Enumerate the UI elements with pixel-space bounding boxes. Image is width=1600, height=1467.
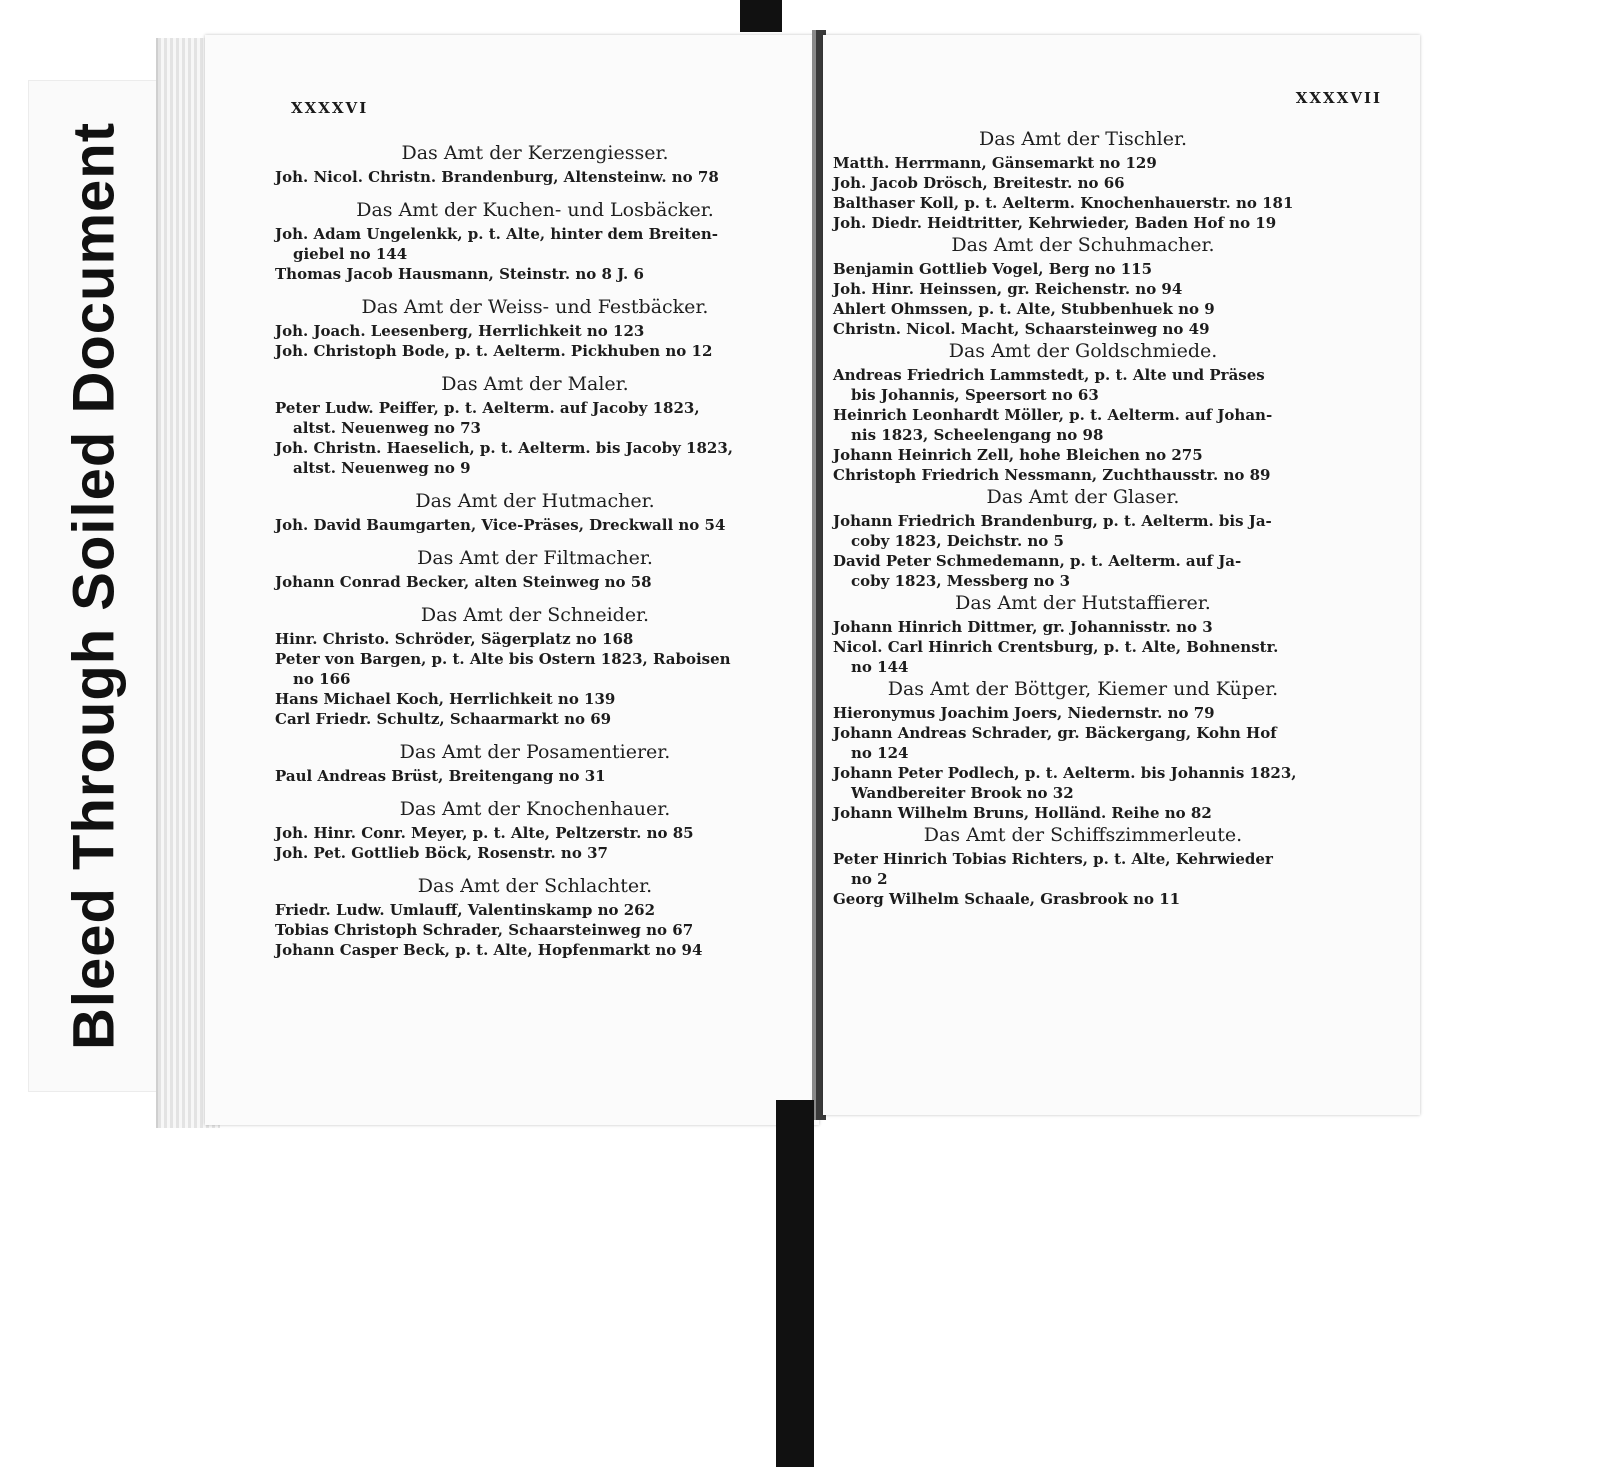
document-tag-label [28,80,160,1092]
member-entry-continuation: no 2 [851,870,888,888]
member-entry: Peter Hinrich Tobias Richters, p. t. Alte, Kehrwieder [833,850,1273,868]
member-entry: Balthaser Koll, p. t. Aelterm. Knochenhauerstr. no 181 [833,194,1294,212]
guild-heading: Das Amt der Maler. [441,373,629,395]
binding-strap-bottom [776,1100,814,1467]
member-entry: Friedr. Ludw. Umlauff, Valentinskamp no 262 [275,901,656,919]
member-entry: Joh. Hinr. Heinssen, gr. Reichenstr. no 94 [833,280,1183,298]
member-entry: Matth. Herrmann, Gänsemarkt no 129 [833,154,1157,172]
guild-section [275,740,795,786]
guild-section [275,141,795,187]
member-entry: Carl Friedr. Schultz, Schaarmarkt no 69 [275,710,612,728]
member-entry-continuation: nis 1823, Scheelengang no 98 [851,426,1104,444]
member-entry-continuation: no 144 [851,658,909,676]
member-entry: Georg Wilhelm Schaale, Grasbrook no 11 [833,890,1181,908]
member-entry: Johann Friedrich Brandenburg, p. t. Aelterm. bis Ja- [833,512,1272,530]
guild-section [275,198,795,284]
binding-strap-top [740,0,782,32]
guild-heading: Das Amt der Hutstaffierer. [955,592,1211,614]
guild-section [275,372,795,478]
member-entry: Christoph Friedrich Nessmann, Zuchthausstr. no 89 [833,466,1271,484]
member-entry: Hinr. Christo. Schröder, Sägerplatz no 168 [275,630,634,648]
guild-heading: Das Amt der Hutmacher. [415,490,655,512]
member-entry: Joh. David Baumgarten, Vice-Präses, Dreckwall no 54 [275,516,726,534]
guild-section [275,546,795,592]
guild-heading: Das Amt der Kerzengiesser. [401,142,669,164]
member-entry: Joh. Adam Ungelenkk, p. t. Alte, hinter dem Breiten- [275,225,719,243]
member-entry: Hans Michael Koch, Herrlichkeit no 139 [275,690,616,708]
member-entry-continuation: coby 1823, Messberg no 3 [851,572,1071,590]
member-entry: Benjamin Gottlieb Vogel, Berg no 115 [833,260,1153,278]
right-page-content [833,127,1333,909]
guild-heading: Das Amt der Goldschmiede. [948,340,1218,362]
guild-heading: Das Amt der Schlachter. [417,875,653,897]
guild-section [833,127,1333,233]
member-entry: Andreas Friedrich Lammstedt, p. t. Alte und Präses [833,366,1265,384]
member-entry: Paul Andreas Brüst, Breitengang no 31 [275,767,606,785]
document-tag-text: Bleed Through Soiled Document [61,121,127,1051]
right-page [823,35,1420,1115]
member-entry-continuation: coby 1823, Deichstr. no 5 [851,532,1064,550]
member-entry: Johann Casper Beck, p. t. Alte, Hopfenmarkt no 94 [275,941,703,959]
left-page [205,35,819,1125]
member-entry: David Peter Schmedemann, p. t. Aelterm. auf Ja- [833,552,1242,570]
guild-heading: Das Amt der Glaser. [986,486,1180,508]
member-entry: Joh. Jacob Drösch, Breitestr. no 66 [833,174,1125,192]
guild-section [275,489,795,535]
guild-section [833,823,1333,909]
member-entry: Heinrich Leonhardt Möller, p. t. Aelterm. auf Johan- [833,406,1273,424]
member-entry: Joh. Pet. Gottlieb Böck, Rosenstr. no 37 [275,844,608,862]
member-entry: Joh. Joach. Leesenberg, Herrlichkeit no 123 [275,322,645,340]
guild-heading: Das Amt der Schneider. [420,604,650,626]
guild-heading: Das Amt der Böttger, Kiemer und Küper. [887,678,1279,700]
guild-section [833,339,1333,485]
guild-heading: Das Amt der Knochenhauer. [399,798,671,820]
member-entry: Johann Wilhelm Bruns, Holländ. Reihe no 82 [833,804,1212,822]
guild-heading: Das Amt der Kuchen- und Losbäcker. [356,199,714,221]
member-entry: Peter von Bargen, p. t. Alte bis Ostern 1823, Raboisen [275,650,731,668]
member-entry-continuation: giebel no 144 [293,245,408,263]
member-entry-continuation: altst. Neuenweg no 73 [293,419,481,437]
member-entry-continuation: altst. Neuenweg no 9 [293,459,471,477]
guild-section [833,591,1333,677]
member-entry: Joh. Diedr. Heidtritter, Kehrwieder, Baden Hof no 19 [833,214,1277,232]
right-page-number: XXXXVII [1295,89,1382,107]
member-entry-continuation: Wandbereiter Brook no 32 [851,784,1074,802]
guild-section [275,603,795,729]
member-entry: Nicol. Carl Hinrich Crentsburg, p. t. Alte, Bohnenstr. [833,638,1279,656]
member-entry: Ahlert Ohmssen, p. t. Alte, Stubbenhuek no 9 [833,300,1215,318]
member-entry: Tobias Christoph Schrader, Schaarsteinweg no 67 [275,921,694,939]
member-entry: Johann Andreas Schrader, gr. Bäckergang, Kohn Hof [833,724,1277,742]
member-entry: Johann Heinrich Zell, hohe Bleichen no 275 [833,446,1203,464]
guild-section [275,874,795,960]
member-entry-continuation: no 124 [851,744,909,762]
guild-heading: Das Amt der Filtmacher. [417,547,653,569]
guild-heading: Das Amt der Posamentierer. [399,741,671,763]
member-entry: Johann Peter Podlech, p. t. Aelterm. bis Johannis 1823, [833,764,1297,782]
guild-section [833,233,1333,339]
guild-heading: Das Amt der Weiss- und Festbäcker. [361,296,709,318]
member-entry: Christn. Nicol. Macht, Schaarsteinweg no 49 [833,320,1210,338]
guild-section [275,295,795,361]
member-entry: Hieronymus Joachim Joers, Niedernstr. no 79 [833,704,1215,722]
member-entry-continuation: bis Johannis, Speersort no 63 [851,386,1099,404]
left-page-content [275,141,795,960]
guild-heading: Das Amt der Schuhmacher. [951,234,1215,256]
member-entry: Peter Ludw. Peiffer, p. t. Aelterm. auf Jacoby 1823, [275,399,700,417]
member-entry: Thomas Jacob Hausmann, Steinstr. no 8 J. 6 [275,265,644,283]
member-entry-continuation: no 166 [293,670,351,688]
member-entry: Joh. Christn. Haeselich, p. t. Aelterm. bis Jacoby 1823, [275,439,734,457]
guild-section [833,485,1333,591]
guild-section [275,797,795,863]
member-entry: Joh. Nicol. Christn. Brandenburg, Altensteinw. no 78 [275,168,719,186]
guild-heading: Das Amt der Schiffszimmerleute. [923,824,1243,846]
guild-heading: Das Amt der Tischler. [978,128,1188,150]
guild-section [833,677,1333,823]
left-page-number: XXXXVI [291,99,369,117]
member-entry: Johann Conrad Becker, alten Steinweg no 58 [275,573,652,591]
member-entry: Johann Hinrich Dittmer, gr. Johannisstr. no 3 [833,618,1213,636]
member-entry: Joh. Christoph Bode, p. t. Aelterm. Pickhuben no 12 [275,342,713,360]
member-entry: Joh. Hinr. Conr. Meyer, p. t. Alte, Peltzerstr. no 85 [275,824,694,842]
